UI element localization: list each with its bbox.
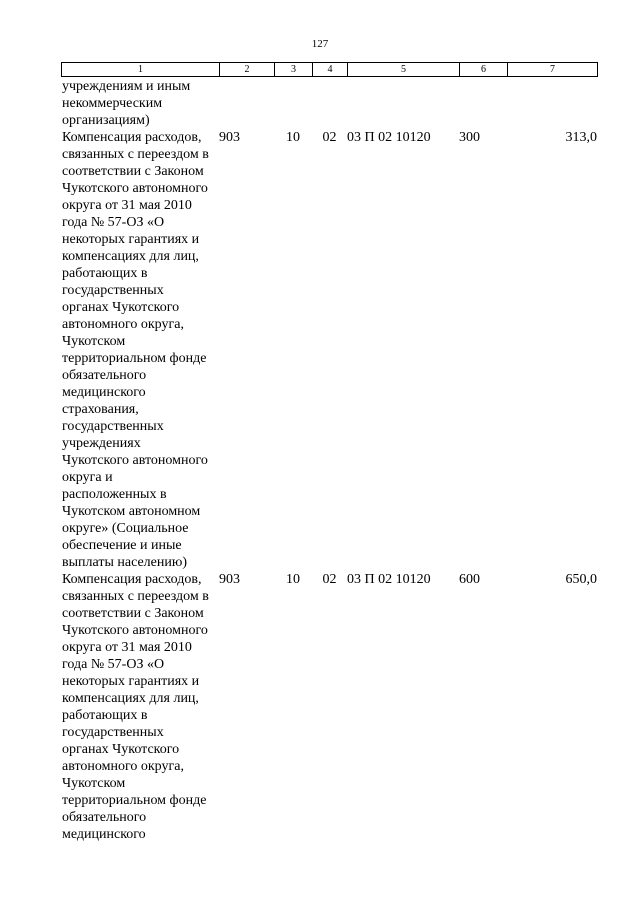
column-header-1: 1	[62, 63, 220, 77]
row-subsection: 02	[322, 572, 337, 587]
row-subsection: 02	[322, 130, 337, 145]
row-name: учреждениям и иным некоммерческим организациям)	[62, 79, 191, 128]
table-row	[61, 129, 597, 571]
row-target-article	[347, 78, 459, 129]
column-header-5: 5	[348, 63, 460, 77]
budget-table	[61, 78, 597, 843]
column-header-3: 3	[275, 63, 313, 77]
row-sum	[507, 78, 597, 129]
row-name: Компенсация расходов, связанных с переездом в соответствии с Законом Чукотского автономного округа от 31 мая 2010 года № 57-ОЗ «О некоторых гарантиях и компенсациях для лиц, работающих в государственных органах Чукотского автономного округа, Чукотском территориальном фонде обязательного медицинского страхования, государственных учреждениях Чукотского автономного округа и расположенных в Чукотском автономном округе» (Социальное обеспечение и иные выплаты населению)	[62, 130, 209, 570]
row-expense-type: 300	[459, 130, 480, 145]
row-name-cell	[61, 571, 219, 843]
row-subsection	[312, 78, 347, 129]
row-grbs: 903	[219, 130, 240, 145]
row-grbs: 903	[219, 572, 240, 587]
table-row	[61, 571, 597, 843]
row-target-article: 03 П 02 10120	[347, 572, 431, 587]
row-expense-type: 600	[459, 572, 480, 587]
row-section: 10	[286, 572, 300, 587]
row-name-cell	[61, 78, 219, 129]
row-grbs	[219, 78, 274, 129]
table-row	[61, 78, 597, 129]
row-expense-type	[459, 78, 507, 129]
column-header-4: 4	[313, 63, 348, 77]
row-name-cell	[61, 129, 219, 571]
row-sum: 313,0	[565, 130, 597, 145]
row-section: 10	[286, 130, 300, 145]
row-sum: 650,0	[565, 572, 597, 587]
row-section	[274, 78, 312, 129]
row-name: Компенсация расходов, связанных с переездом в соответствии с Законом Чукотского автономного округа от 31 мая 2010 года № 57-ОЗ «О некоторых гарантиях и компенсациях для лиц, работающих в государственных органах Чукотского автономного округа, Чукотском территориальном фонде обязательного медицинского	[62, 572, 209, 842]
column-header-6: 6	[460, 63, 508, 77]
row-target-article: 03 П 02 10120	[347, 130, 431, 145]
column-header-2: 2	[220, 63, 275, 77]
column-number-row	[62, 63, 598, 77]
column-header-7: 7	[508, 63, 598, 77]
column-header-table	[61, 62, 598, 77]
page-number: 127	[311, 38, 329, 50]
